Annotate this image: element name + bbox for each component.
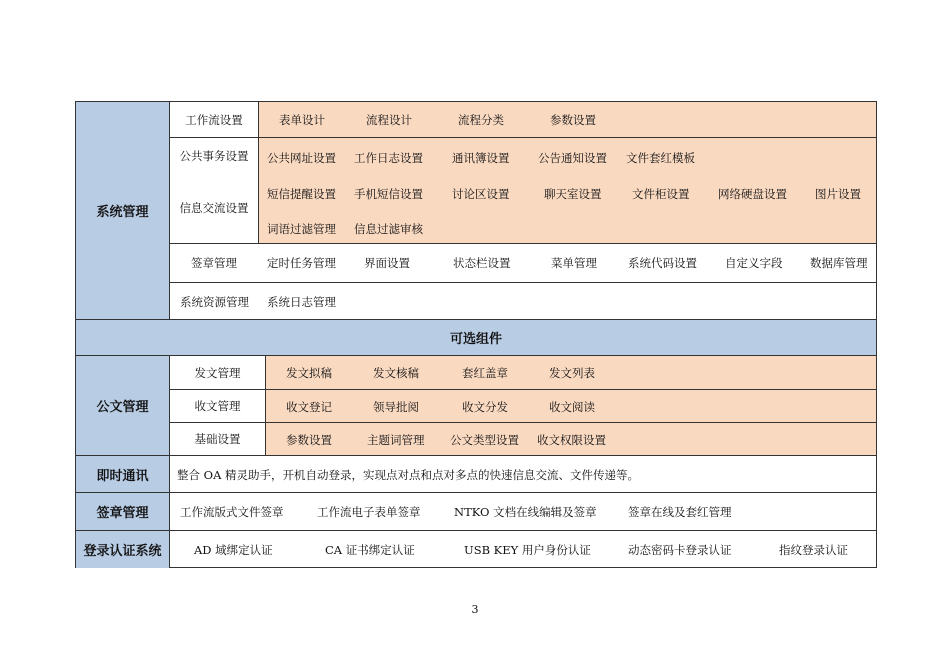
item: 状态栏设置 (453, 256, 511, 270)
item: CA 证书绑定认证 (325, 543, 415, 557)
category-doc: 公文管理 (76, 356, 170, 455)
sub-base: 基础设置 (170, 423, 266, 455)
item: 定时任务管理 (267, 256, 336, 270)
misc-row-1 (170, 244, 876, 281)
item: 公共网址设置 (267, 151, 336, 165)
item: 图片设置 (815, 187, 861, 201)
item: 收文阅读 (549, 400, 595, 414)
item: 签章在线及套红管理 (628, 505, 732, 519)
sign-block (76, 493, 876, 531)
item: 主题词管理 (367, 433, 425, 447)
receive-items (266, 390, 876, 422)
item: 表单设计 (279, 113, 325, 127)
item: 系统代码设置 (628, 256, 697, 270)
item: 信息过滤审核 (354, 222, 423, 236)
misc-row-2 (170, 283, 876, 320)
item: 数据库管理 (810, 256, 868, 270)
item: 收文权限设置 (537, 433, 606, 447)
sub-receive: 收文管理 (170, 390, 266, 422)
item: 签章管理 (191, 256, 237, 270)
sub-info: 信息交流设置 (170, 173, 259, 243)
item: 词语过滤管理 (267, 222, 336, 236)
sub-send: 发文管理 (170, 356, 266, 389)
im-block (76, 456, 876, 493)
item: 文件套红模板 (626, 151, 695, 165)
item: 短信提醒设置 (267, 187, 336, 201)
workflow-items (259, 102, 876, 137)
item: 流程设计 (366, 113, 412, 127)
item: 讨论区设置 (452, 187, 510, 201)
item: 网络硬盘设置 (718, 187, 787, 201)
item: 菜单管理 (551, 256, 597, 270)
item: USB KEY 用户身份认证 (464, 543, 591, 557)
item: 参数设置 (286, 433, 332, 447)
send-items (266, 356, 876, 389)
item: 流程分类 (458, 113, 504, 127)
base-items (266, 423, 876, 455)
auth-block (76, 531, 876, 568)
item: 发文核稿 (373, 366, 419, 380)
item: 工作流版式文件签章 (180, 505, 284, 519)
item: 指纹登录认证 (779, 543, 848, 557)
sub-workflow: 工作流设置 (170, 102, 259, 137)
item: 系统资源管理 (180, 295, 249, 309)
item: 公告通知设置 (538, 151, 607, 165)
category-system: 系统管理 (76, 102, 170, 319)
item: 发文拟稿 (286, 366, 332, 380)
item: 文件柜设置 (632, 187, 690, 201)
item: 套红盖章 (462, 366, 508, 380)
system-block (76, 102, 876, 320)
optional-section-title: 可选组件 (76, 320, 876, 356)
item: 系统日志管理 (267, 295, 336, 309)
item: 工作日志设置 (354, 151, 423, 165)
item: AD 域绑定认证 (194, 543, 273, 557)
feature-table (75, 101, 877, 568)
item: 通讯簿设置 (452, 151, 510, 165)
im-description: 整合 OA 精灵助手，开机自动登录，实现点对点和点对多点的快速信息交流、文件传递等。 (177, 468, 640, 482)
item: 自定义字段 (725, 256, 783, 270)
item: 公文类型设置 (450, 433, 519, 447)
item: 收文分发 (462, 400, 508, 414)
item: 发文列表 (549, 366, 595, 380)
sub-public: 公共事务设置 (170, 138, 259, 173)
item: 收文登记 (286, 400, 332, 414)
doc-block (76, 356, 876, 456)
item: 聊天室设置 (544, 187, 602, 201)
public-info-items (259, 138, 876, 243)
page-number: 3 (471, 603, 479, 616)
item: 领导批阅 (373, 400, 419, 414)
category-auth: 登录认证系统 (76, 531, 170, 568)
category-sign: 签章管理 (76, 493, 170, 530)
item: 手机短信设置 (354, 187, 423, 201)
category-im: 即时通讯 (76, 456, 170, 492)
item: 参数设置 (550, 113, 596, 127)
item: 界面设置 (364, 256, 410, 270)
item: 动态密码卡登录认证 (628, 543, 732, 557)
item: 工作流电子表单签章 (317, 505, 421, 519)
item: NTKO 文档在线编辑及签章 (454, 505, 597, 519)
